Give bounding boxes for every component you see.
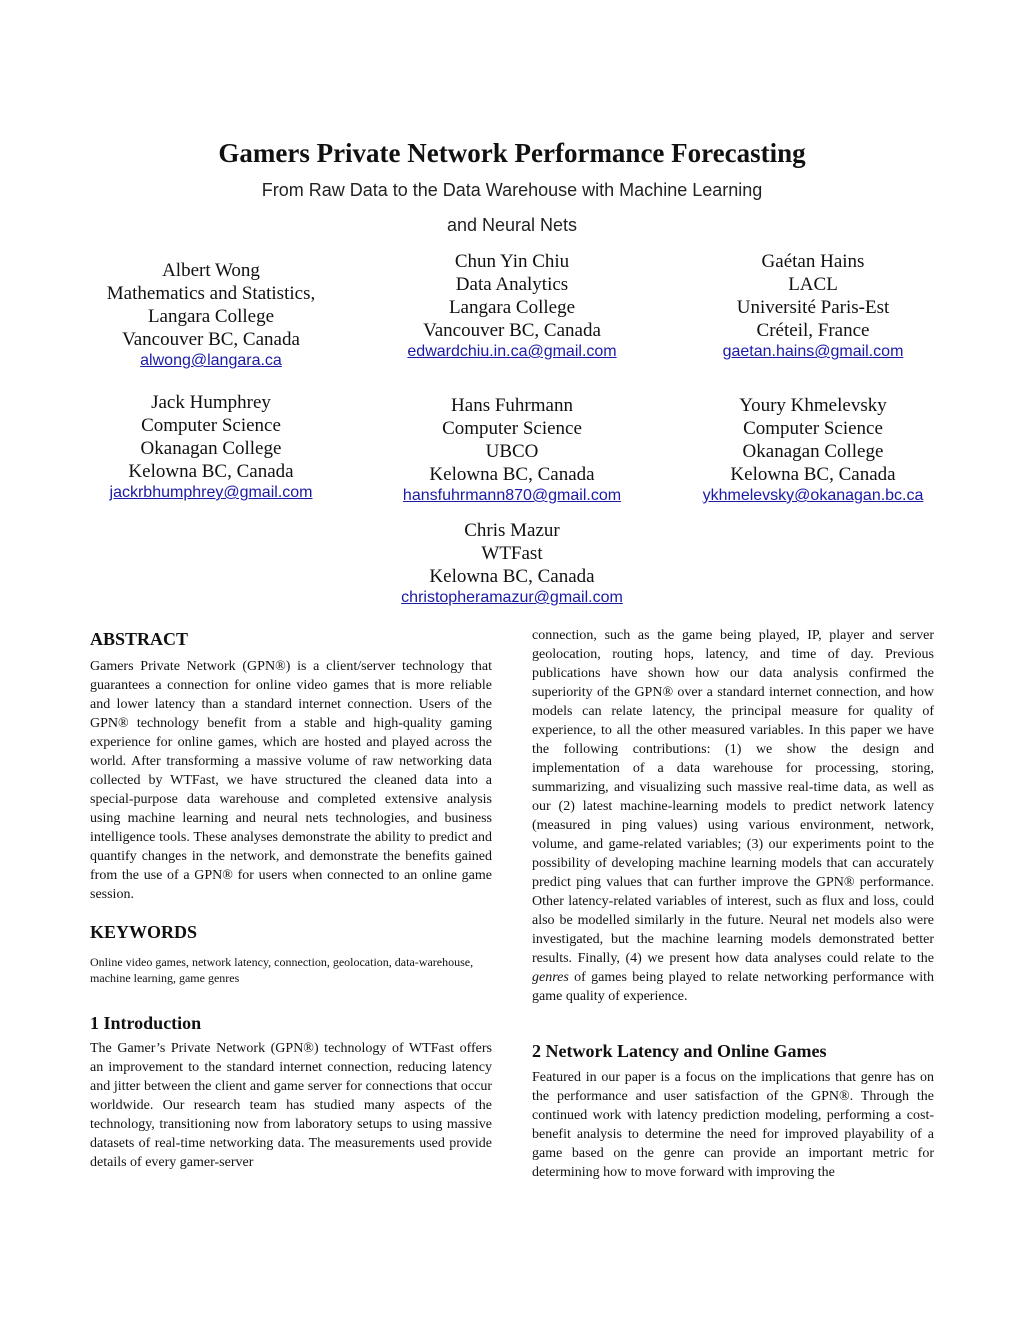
author-block-chun-yin-chiu <box>407 250 616 362</box>
right-column <box>532 626 934 1182</box>
author-name: Albert Wong <box>162 260 260 281</box>
author-email-link[interactable]: christopheramazur@gmail.com <box>401 589 623 606</box>
section-2-heading: 2 Network Latency and Online Games <box>532 1041 827 1061</box>
author-email-link[interactable]: edwardchiu.in.ca@gmail.com <box>407 343 617 360</box>
author-affiliation: Computer Science <box>141 415 281 436</box>
author-name: Jack Humphrey <box>151 392 271 413</box>
paper-subtitle <box>0 173 1024 243</box>
abstract-heading: ABSTRACT <box>90 629 189 649</box>
author-affiliation: Computer Science <box>743 418 883 439</box>
subtitle-line-1: From Raw Data to the Data Warehouse with Machine Learning <box>261 180 763 200</box>
author-affiliation: Okanagan College <box>140 438 282 459</box>
author-location: Kelowna BC, Canada <box>429 566 595 587</box>
intro-text-part: connection, such as the game being played, IP, player and server geolocation, routing hops, latency, and time of day. Previous publications have shown how our data analysis confirmed the superiority of the GPN® over a standard internet connection, and how models can relate latency, the principal measure for quality of experience, to all the other measured variables. In this paper we have the following contributions: (1) we show the design and implementation of a data warehouse for processing, storing, summarizing, and visualizing such massive real-time data, as well as our (2) latest machine-learning models to predict network latency (measured in ping values) using various environment, network, volume, and game-related variables; (3) our experiments point to the possibility of developing machine learning models that can accurately predict ping values that can further improve the GPN® performance. Other latency-related variables of interest, such as flux and loss, could also be modelled similarly in the future. Neural net models also were investigated, but the machine learning models demonstrated better results. Finally, (4) we present how data analyses could relate to the <box>532 628 934 966</box>
section-title: Introduction <box>103 1013 202 1033</box>
author-affiliation: UBCO <box>485 441 539 462</box>
author-block-hans-fuhrmann <box>403 394 621 506</box>
author-email-link[interactable]: gaetan.hains@gmail.com <box>722 343 904 360</box>
author-affiliation: Okanagan College <box>742 441 884 462</box>
author-name: Gaétan Hains <box>761 251 865 272</box>
author-affiliation: Langara College <box>147 306 275 327</box>
author-block-albert-wong <box>107 259 315 371</box>
author-name: Chris Mazur <box>464 520 560 541</box>
author-location: Kelowna BC, Canada <box>128 461 294 482</box>
abstract-text: Gamers Private Network (GPN®) is a client/server technology that guarantees a connection for online video games that is more reliable and lower latency than a standard internet connection. Users of the GPN® technology benefit from a stable and high-quality gaming experience for online games, which are hosted and played across the world. After transforming a massive volume of raw networking data collected by WTFast, we have structured the cleaned data into a special-purpose data warehouse and completed extensive analysis using machine learning and neural nets technologies, and business intelligence tools. These analyses demonstrate the ability to predict and quantify changes in the network, and demonstrate the benefits gained from the use of a GPN® for users when connected to an online game session. <box>90 659 492 902</box>
author-location: Kelowna BC, Canada <box>730 464 896 485</box>
author-block-youry-khmelevsky <box>703 394 924 506</box>
author-affiliation: Data Analytics <box>455 274 569 295</box>
author-name: Hans Fuhrmann <box>451 395 573 416</box>
introduction-continued-text <box>532 626 934 1006</box>
author-affiliation: WTFast <box>481 543 543 564</box>
introduction-heading <box>90 1014 492 1033</box>
author-email-link[interactable]: alwong@langara.ca <box>140 352 282 369</box>
section-number: 1 <box>90 1013 99 1033</box>
section-2-text: Featured in our paper is a focus on the implications that genre has on the performance and user satisfaction of the GPN®. Through the continued work with latency prediction modeling, performing a cost-benefit analysis to determine the need for improved playability of a game based on the genre can provide an important metric for determining how to move forward with improving the <box>532 1070 934 1180</box>
author-email-link[interactable]: ykhmelevsky@okanagan.bc.ca <box>702 487 924 504</box>
subtitle-line-2: and Neural Nets <box>446 215 578 235</box>
author-name: Youry Khmelevsky <box>739 395 887 416</box>
introduction-text: The Gamer’s Private Network (GPN®) technology of WTFast offers an improvement to the standard internet connection, reducing latency and jitter between the client and game server for connections that occur worldwide. Our research team has studied many aspects of the technology, transitioning now from laboratory setups to using massive datasets of real-time networking data. The measurements used provide details of every gamer-server <box>90 1041 492 1170</box>
author-block-jack-humphrey <box>110 391 313 503</box>
author-block-chris-mazur <box>401 519 623 608</box>
keywords-text: Online video games, network latency, connection, geolocation, data-warehouse, machine learning, game genres <box>90 955 474 985</box>
author-location: Kelowna BC, Canada <box>429 464 595 485</box>
author-affiliation: Computer Science <box>442 418 582 439</box>
author-email-link[interactable]: hansfuhrmann870@gmail.com <box>402 487 622 504</box>
author-affiliation: Mathematics and Statistics, <box>106 283 316 304</box>
intro-text-part: of games being played to relate networking performance with game quality of experience. <box>532 970 935 1004</box>
author-location: Créteil, France <box>756 320 870 341</box>
author-affiliation: Université Paris-Est <box>736 297 890 318</box>
author-location: Vancouver BC, Canada <box>423 320 601 341</box>
author-email-link[interactable]: jackrbhumphrey@gmail.com <box>109 484 313 501</box>
author-affiliation: Langara College <box>448 297 576 318</box>
author-affiliation: LACL <box>788 274 838 295</box>
left-column <box>90 630 492 1172</box>
genres-emphasis: genres <box>532 970 569 985</box>
author-block-gaetan-hains <box>723 250 904 362</box>
author-name: Chun Yin Chiu <box>454 251 570 272</box>
keywords-heading: KEYWORDS <box>90 922 198 942</box>
author-location: Vancouver BC, Canada <box>122 329 300 350</box>
paper-title: Gamers Private Network Performance Forecasting <box>218 138 806 168</box>
